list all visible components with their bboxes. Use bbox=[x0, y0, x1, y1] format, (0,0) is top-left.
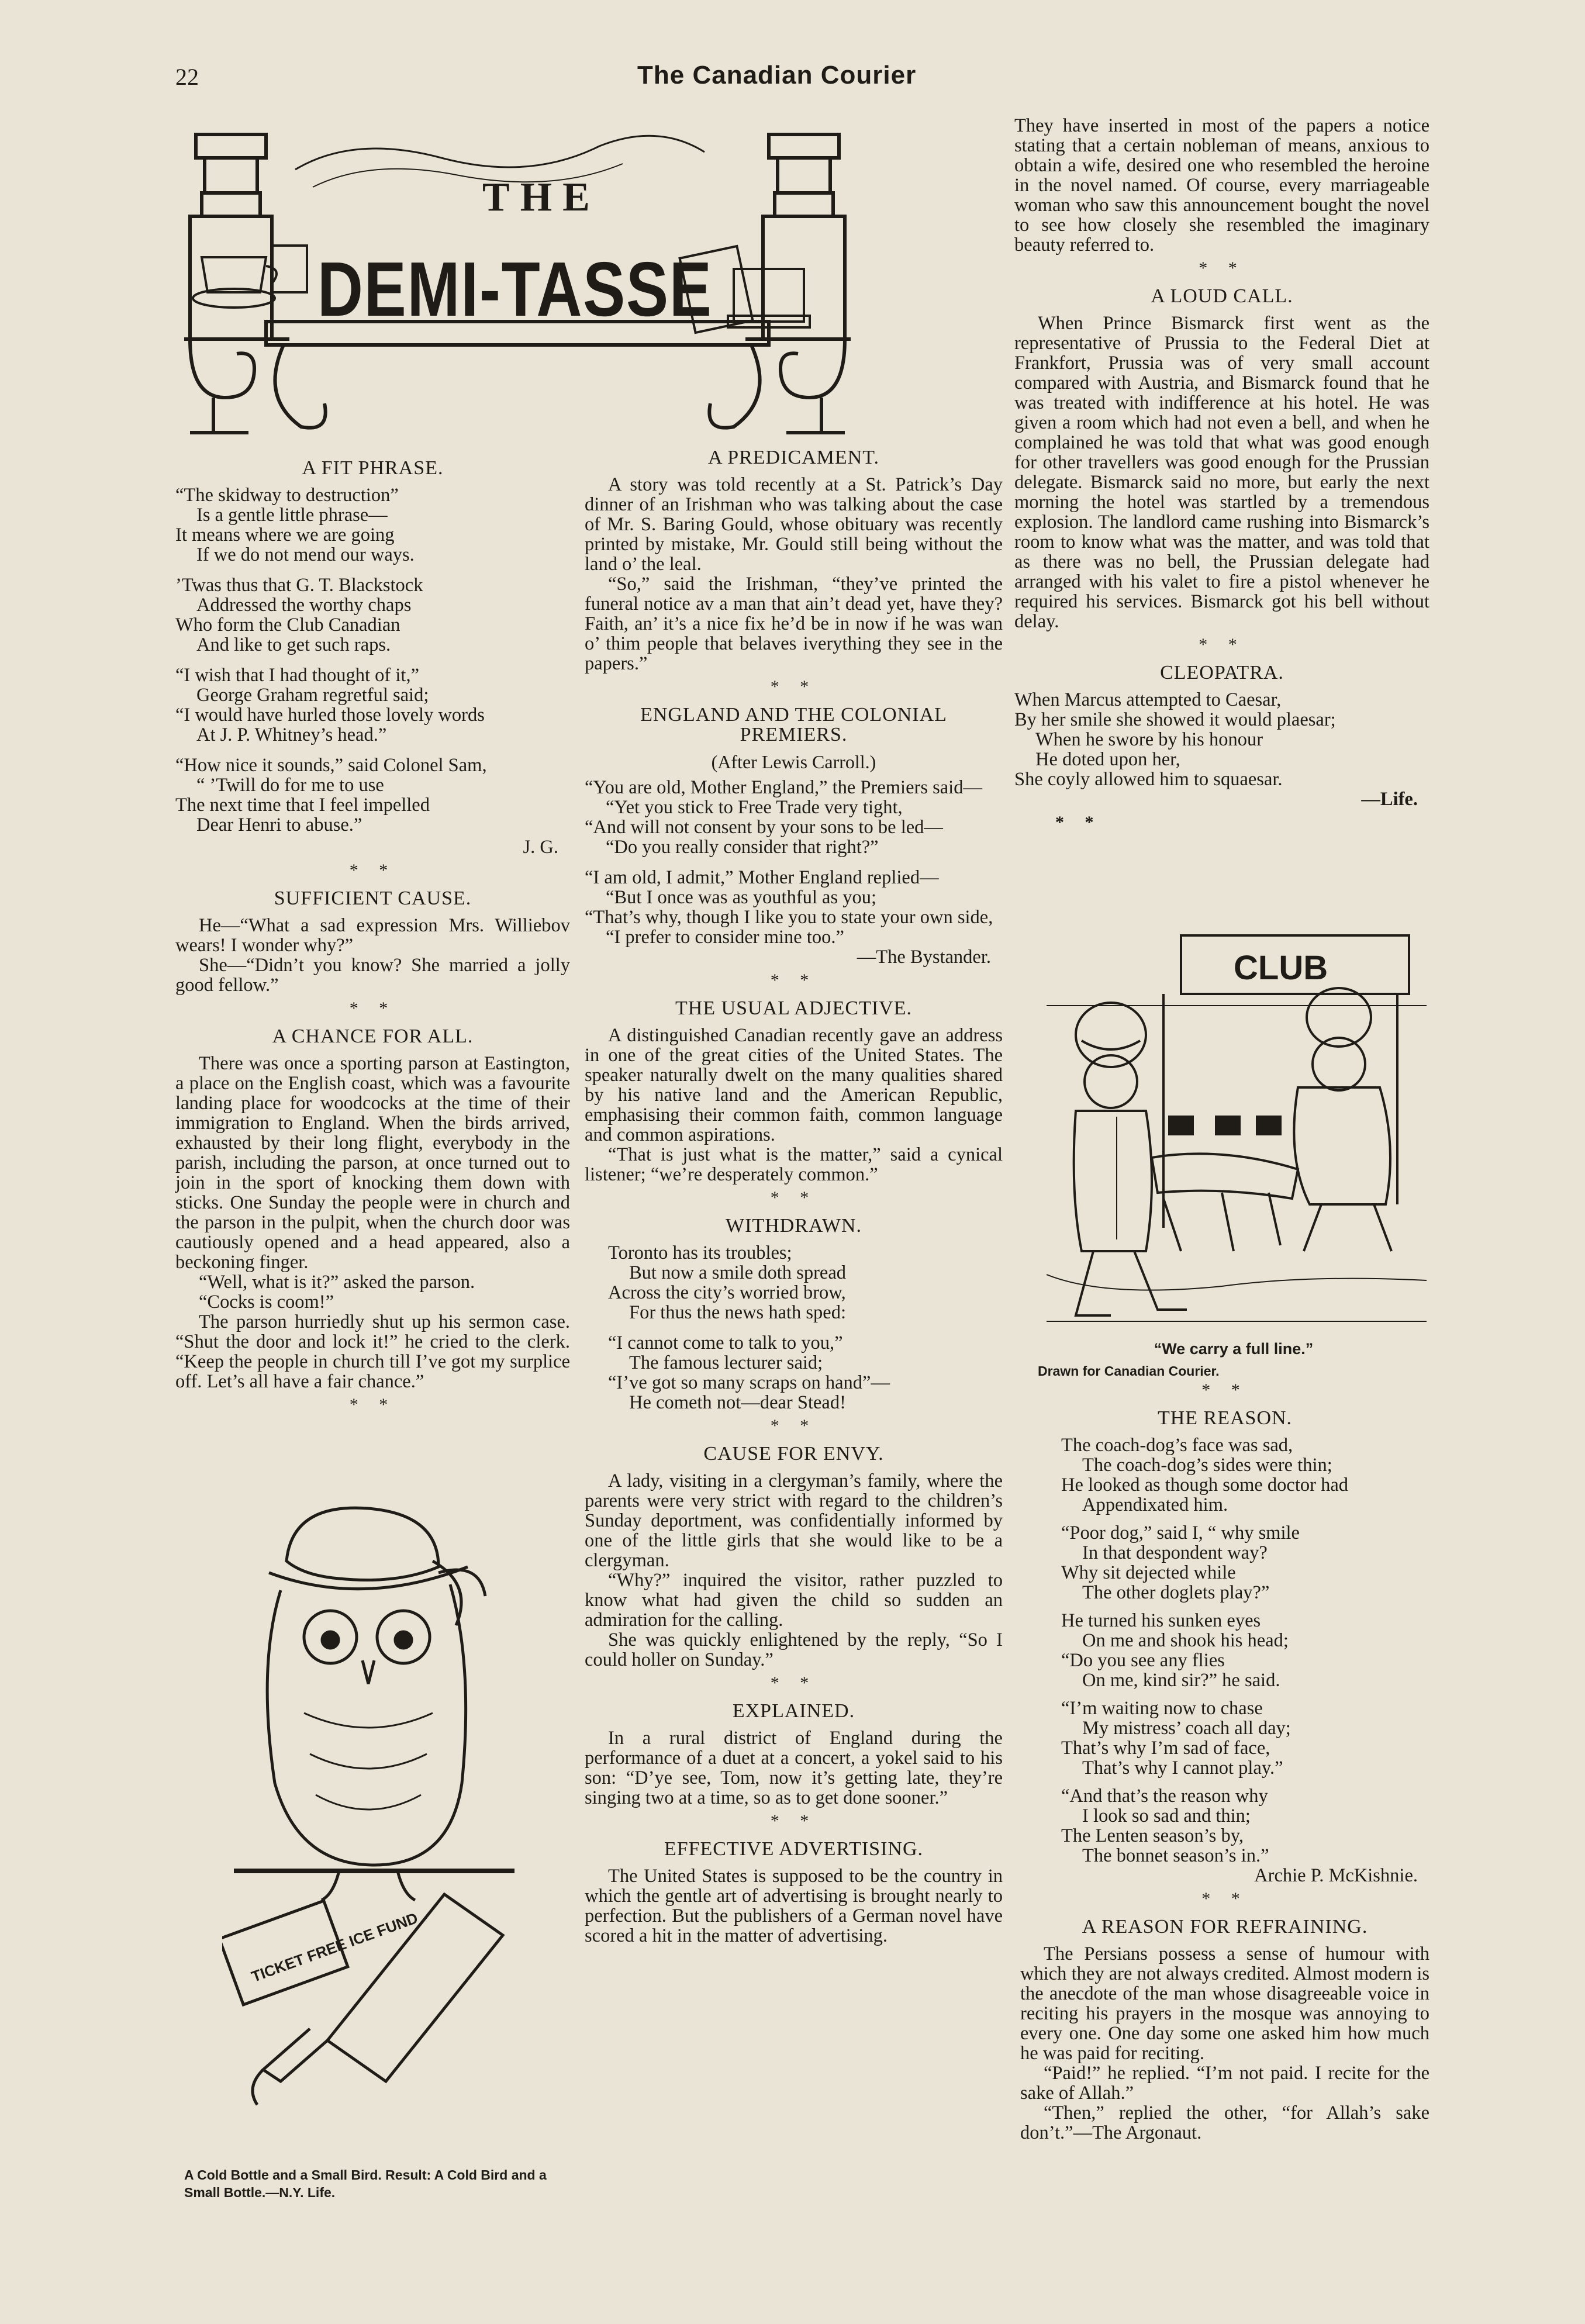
paragraph: A story was told recently at a St. Patrick’s Day dinner of an Irishman who was talking about the case of Mr. S. Baring Gould, whose obituary was recently printed by mistake, Mr. Gould still being without the land o’ the leal. bbox=[585, 474, 1003, 575]
poem-line: “I prefer to consider mine too.” bbox=[606, 927, 844, 948]
paragraph: She was quickly enlightened by the reply, “So I could holler on Sunday.” bbox=[585, 1629, 1003, 1670]
owl-caption: A Cold Bottle and a Small Bird. Result: A Cold Bird and a Small Bottle.—N.Y. Life. bbox=[184, 2167, 547, 2200]
poem-stanza bbox=[1020, 1698, 1429, 1778]
poem-line: Appendixated him. bbox=[1082, 1494, 1228, 1515]
poem-line: And like to get such raps. bbox=[196, 634, 391, 655]
poem-line: In that despondent way? bbox=[1082, 1542, 1268, 1563]
poem-line: On me and shook his head; bbox=[1082, 1630, 1289, 1651]
heading-chance-for-all: A CHANCE FOR ALL. bbox=[272, 1025, 474, 1047]
poem-line: “I cannot come to talk to you,” bbox=[608, 1332, 843, 1353]
paragraph: “Then,” replied the other, “for Allah’s sake don’t.”—The Argonaut. bbox=[1020, 2102, 1429, 2143]
poem-line: He doted upon her, bbox=[1035, 749, 1180, 770]
poem-line: “The skidway to destruction” bbox=[175, 485, 399, 506]
heading-predicament: A PREDICAMENT. bbox=[708, 447, 879, 468]
poem-line: “That’s why, though I like you to state your own side, bbox=[585, 907, 993, 928]
poem-line: For thus the news hath sped: bbox=[629, 1302, 847, 1323]
poem-line: When Marcus attempted to Caesar, bbox=[1014, 689, 1282, 710]
poem-line: “I’ve got so many scraps on hand”— bbox=[608, 1372, 890, 1393]
poem-line: My mistress’ coach all day; bbox=[1082, 1718, 1291, 1739]
poem-stanza bbox=[1020, 1611, 1429, 1690]
paragraph: “Paid!” he replied. “I’m not paid. I recite for the sake of Allah.” bbox=[1020, 2063, 1429, 2104]
poem-line: By her smile she showed it would plaesar; bbox=[1014, 709, 1336, 730]
poem-stanza bbox=[585, 1243, 1003, 1322]
poem-stanza bbox=[175, 665, 570, 745]
paragraph: “Well, what is it?” asked the parson. bbox=[199, 1272, 475, 1293]
poem-line: The coach-dog’s sides were thin; bbox=[1082, 1455, 1332, 1476]
section-divider: * * bbox=[349, 1395, 396, 1414]
poem-stanza bbox=[1020, 1786, 1429, 1866]
demi-tasse-banner bbox=[178, 123, 857, 450]
heading-withdrawn: WITHDRAWN. bbox=[726, 1215, 862, 1237]
poem-line: He looked as though some doctor had bbox=[1061, 1474, 1349, 1496]
section-divider: * * bbox=[770, 971, 817, 990]
poem-stanza bbox=[175, 575, 570, 655]
paragraph: The United States is supposed to be the country in which the gentle art of advertising is brought nearly to perfection. But the publishers of a German novel have scored a hit in the matter of advertising. bbox=[585, 1866, 1003, 1946]
column-1 bbox=[175, 450, 570, 1417]
section-divider: * * bbox=[770, 1673, 817, 1693]
club-police-illustration bbox=[1047, 924, 1427, 1339]
heading-explained: EXPLAINED. bbox=[732, 1700, 855, 1722]
poem-line: Why sit dejected while bbox=[1061, 1562, 1236, 1583]
paragraph: She—“Didn’t you know? She married a jolly good fellow.” bbox=[175, 955, 570, 996]
section-divider: * * bbox=[770, 1416, 817, 1435]
section-divider: * * bbox=[1201, 1889, 1248, 1908]
section-divider: * * bbox=[349, 861, 396, 880]
poem-line: On me, kind sir?” he said. bbox=[1082, 1670, 1280, 1691]
poem-line: Across the city’s worried brow, bbox=[608, 1282, 846, 1303]
heading-refraining: A REASON FOR REFRAINING. bbox=[1082, 1916, 1368, 1938]
heading-usual-adjective: THE USUAL ADJECTIVE. bbox=[675, 997, 912, 1019]
poem-line: “You are old, Mother England,” the Premiers said— bbox=[585, 777, 982, 798]
paragraph: They have inserted in most of the papers a notice stating that a certain nobleman of means, anxious to obtain a wife, desired one who resembled the heroine in the novel named. Of course, every marriageable woman who saw this announcement bought the novel to see how closely she resembled the imaginary beauty referred to. bbox=[1014, 115, 1429, 255]
section-divider: * * bbox=[1199, 635, 1245, 654]
column-3 bbox=[1014, 116, 1429, 835]
paragraph: The parson hurriedly shut up his sermon case. “Shut the door and lock it!” he cried to the clerk. “Keep the people in church till I’ve got my surplice off. Let’s all have a fair chance.” bbox=[175, 1311, 570, 1392]
poem-line: “I am old, I admit,” Mother England replied— bbox=[585, 867, 939, 888]
poem-line: If we do not mend our ways. bbox=[196, 544, 415, 565]
paragraph: “So,” said the Irishman, “they’ve printed the funeral notice av a man that ain’t dead yet, have they? Faith, an’ it’s a nice fix he’d be in now if he was wan o’ thim people that belaves iverything they see in the papers.” bbox=[585, 574, 1003, 674]
poem-line: That’s why I’m sad of face, bbox=[1061, 1738, 1270, 1759]
club-credit: Drawn for Canadian Courier. bbox=[1038, 1363, 1220, 1379]
poem-stanza bbox=[585, 868, 1003, 947]
section-divider: * * bbox=[770, 677, 817, 696]
poem-line: But now a smile doth spread bbox=[629, 1262, 846, 1283]
paragraph: A distinguished Canadian recently gave an address in one of the great cities of the United States. The speaker naturally dwelt on the many qualities shared by his native land and the American Republic, emphasising their common faith, common language and common aspirations. bbox=[585, 1025, 1003, 1145]
paragraph: A lady, visiting in a clergyman’s family, where the parents were very strict with regard to the children’s Sunday deportment, was confidentially informed by one of the little girls that she would like to be a clergyman. bbox=[585, 1470, 1003, 1571]
banner-word-demi-tasse: DEMI-TASSE bbox=[317, 246, 713, 333]
club-caption: “We carry a full line.” bbox=[1154, 1340, 1314, 1358]
poem-line: The bonnet season’s in.” bbox=[1082, 1845, 1269, 1866]
signature: J. G. bbox=[523, 837, 558, 858]
page-number: 22 bbox=[175, 64, 199, 90]
ticket-label: TICKET FREE ICE FUND bbox=[248, 1909, 420, 1986]
poem-line: “I’m waiting now to chase bbox=[1061, 1698, 1263, 1719]
paragraph: “Why?” inquired the visitor, rather puzzled to know what had given the child so sudden an admiration for the calling. bbox=[585, 1570, 1003, 1631]
poem-stanza bbox=[585, 1333, 1003, 1413]
paragraph: He—“What a sad expression Mrs. Williebov wears! I wonder why?” bbox=[175, 915, 570, 956]
poem-line: “And will not consent by your sons to be led— bbox=[585, 817, 943, 838]
heading-loud-call: A LOUD CALL. bbox=[1151, 285, 1293, 307]
poem-line: “Yet you stick to Free Trade very tight, bbox=[606, 797, 903, 818]
poem-stanza bbox=[1020, 1435, 1429, 1515]
poem-line: George Graham regretful said; bbox=[196, 685, 429, 706]
poem-line: “How nice it sounds,” said Colonel Sam, bbox=[175, 755, 487, 776]
poem-line: He cometh not—dear Stead! bbox=[629, 1392, 846, 1413]
owl-bottle-illustration bbox=[222, 1491, 526, 2140]
paragraph: “Cocks is coom!” bbox=[199, 1292, 334, 1313]
signature: —Life. bbox=[1361, 789, 1418, 810]
heading-cleopatra: CLEOPATRA. bbox=[1160, 662, 1284, 683]
poem-line: The Lenten season’s by, bbox=[1061, 1825, 1244, 1846]
poem-line: It means where we are going bbox=[175, 524, 395, 545]
heading-fit-phrase: A FIT PHRASE. bbox=[302, 457, 444, 479]
signature: —The Bystander. bbox=[857, 947, 991, 968]
paragraph: “That is just what is the matter,” said a cynical listener; “we’re desperately common.” bbox=[585, 1144, 1003, 1185]
poem-line: “I would have hurled those lovely words bbox=[175, 705, 485, 726]
section-divider: * * bbox=[770, 1188, 817, 1207]
poem-line: The next time that I feel impelled bbox=[175, 795, 430, 816]
poem-line: “But I once was as youthful as you; bbox=[606, 887, 877, 908]
column-3-lower bbox=[1020, 1377, 1429, 2143]
poem-line: “And that’s the reason why bbox=[1061, 1786, 1268, 1807]
poem-line: “Do you see any flies bbox=[1061, 1650, 1225, 1671]
subheading: (After Lewis Carroll.) bbox=[711, 751, 876, 772]
poem-stanza bbox=[585, 778, 1003, 857]
heading-sufficient-cause: SUFFICIENT CAUSE. bbox=[274, 888, 472, 909]
poem-line: That’s why I cannot play.” bbox=[1082, 1757, 1283, 1779]
poem-line: “ ’Twill do for me to use bbox=[196, 775, 384, 796]
section-divider: * * bbox=[349, 999, 396, 1018]
column-2 bbox=[585, 440, 1003, 1946]
paragraph: In a rural district of England during the performance of a duet at a concert, a yokel said to his son: “D’ye see, Tom, now it’s getting late, they’re singing two at a time, so as to get done sooner.” bbox=[585, 1728, 1003, 1808]
masthead-title: The Canadian Courier bbox=[637, 61, 917, 89]
section-divider: * * bbox=[1055, 813, 1102, 832]
poem-line: She coyly allowed him to squaesar. bbox=[1014, 769, 1283, 790]
poem-line: Addressed the worthy chaps bbox=[196, 595, 412, 616]
poem-stanza bbox=[175, 485, 570, 565]
poem-line: The famous lecturer said; bbox=[629, 1352, 823, 1373]
heading-effective-advertising: EFFECTIVE ADVERTISING. bbox=[664, 1838, 924, 1860]
poem-line: “I wish that I had thought of it,” bbox=[175, 665, 419, 686]
paragraph: When Prince Bismarck first went as the representative of Prussia to the Federal Diet at Frankfort, Prussia was of very small account compared with Austria, and Bismarck found that he was treated with indifference at his hotel. He was given a room which had not even a bell, and when he complained he was told that what was good enough for other travellers was good enough for the Prussian delegate. Bismarck said no more, but early the next morning the hotel was startled by a tremendous explosion. The landlord came rushing into Bismarck’s room to know what was the matter, and was told that as there was no bell, the Prussian delegate had arranged with his valet to fire a pistol whenever he required his services. Bismarck got his bell without delay. bbox=[1014, 313, 1429, 632]
section-divider: * * bbox=[1201, 1380, 1248, 1400]
poem-line: When he swore by his honour bbox=[1035, 729, 1263, 750]
poem-line: “Poor dog,” said I, “ why smile bbox=[1061, 1522, 1300, 1543]
club-sign-text: CLUB bbox=[1234, 949, 1328, 987]
signature: Archie P. McKishnie. bbox=[1254, 1865, 1418, 1886]
heading-colonial-premiers: ENGLAND AND THE COLONIAL PREMIERS. bbox=[640, 704, 947, 745]
section-divider: * * bbox=[770, 1811, 817, 1831]
poem bbox=[1014, 690, 1429, 789]
poem-line: Is a gentle little phrase— bbox=[196, 505, 388, 526]
poem-line: The other doglets play?” bbox=[1082, 1582, 1270, 1603]
poem-line: ’Twas thus that G. T. Blackstock bbox=[175, 575, 423, 596]
paragraph: The Persians possess a sense of humour with which they are not always credited. Almost modern is the anecdote of the man whose disagreeable voice in reciting his prayers in the mosque was annoying to every one. One day some one asked him how much he was paid for reciting. bbox=[1020, 1943, 1429, 2064]
poem-line: Who form the Club Canadian bbox=[175, 614, 400, 636]
poem-line: “Do you really consider that right?” bbox=[606, 837, 879, 858]
banner-word-the: THE bbox=[482, 175, 600, 220]
poem-stanza bbox=[175, 755, 570, 835]
poem-stanza bbox=[1020, 1523, 1429, 1603]
poem-line: He turned his sunken eyes bbox=[1061, 1610, 1261, 1631]
heading-the-reason: THE REASON. bbox=[1157, 1407, 1293, 1429]
poem-line: At J. P. Whitney’s head.” bbox=[196, 724, 387, 745]
poem-line: I look so sad and thin; bbox=[1082, 1805, 1251, 1826]
poem-line: The coach-dog’s face was sad, bbox=[1061, 1435, 1293, 1456]
paragraph: There was once a sporting parson at Eastington, a place on the English coast, which was a favourite landing place for woodcocks at the time of their immigration to England. When the birds arrived, exhausted by their long flight, everybody in the parish, including the parson, at once turned out to join in the sport of knocking them down with sticks. One Sunday the people were in church and the parson in the pulpit, when the church door was cautiously opened and a head appeared, also a beckoning finger. bbox=[175, 1053, 570, 1273]
heading-cause-for-envy: CAUSE FOR ENVY. bbox=[703, 1443, 884, 1465]
poem-line: Toronto has its troubles; bbox=[608, 1242, 792, 1263]
poem-line: Dear Henri to abuse.” bbox=[196, 814, 362, 835]
section-divider: * * bbox=[1199, 258, 1245, 278]
